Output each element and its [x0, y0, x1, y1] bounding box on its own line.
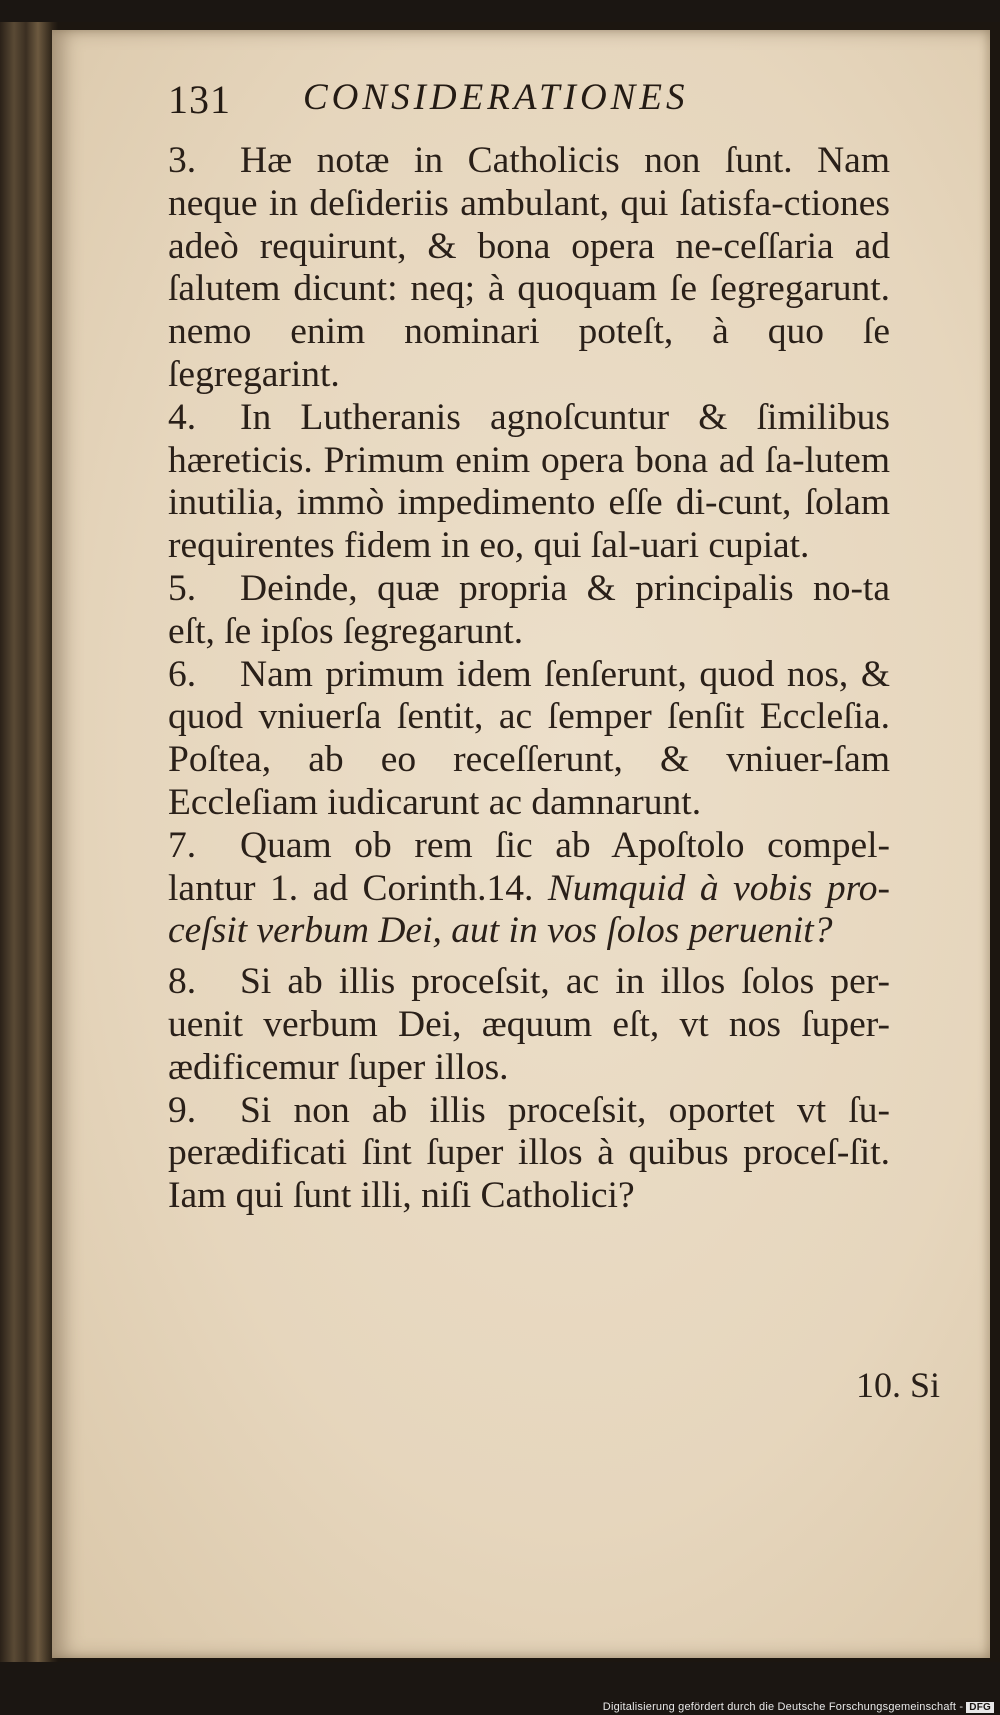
paragraph-6	[168, 654, 890, 825]
paragraph-5	[168, 568, 890, 654]
dfg-logo: DFG	[966, 1702, 994, 1713]
paragraph-number: 3.	[168, 140, 197, 181]
paragraph-3	[168, 140, 890, 397]
paragraph-9	[168, 1090, 890, 1218]
digitization-credit	[603, 1701, 994, 1713]
paragraph-text: Deinde, quæ propria & principalis no-ta eſt, ſe ipſos ſegregarunt.	[168, 567, 890, 652]
paragraph-text: Si non ab illis proceſsit, oportet vt ſu-perædificati ſint ſuper illos à quibus proceſ-ſit. Iam qui ſunt illi, niſi Catholici?	[168, 1089, 890, 1217]
paragraph-4	[168, 397, 890, 568]
paragraph-number: 7.	[168, 824, 197, 866]
catchword: 10. Si	[856, 1365, 941, 1405]
paragraph-number: 5.	[168, 567, 197, 609]
page-number: 131	[168, 77, 231, 122]
paragraph-text: Quam ob rem ſic ab Apoſtolo compel-lantur 1. ad Corinth.14.	[168, 824, 890, 909]
paragraph-7	[168, 825, 890, 953]
scripture-quotation: Numquid à vobis pro-ceſsit verbum Dei, aut in vos ſolos peruenit?	[168, 867, 891, 952]
paragraph-number: 4.	[168, 396, 197, 438]
page-header	[168, 72, 888, 132]
paragraph-number: 6.	[168, 653, 197, 695]
credit-text: Digitalisierung gefördert durch die Deutsche Forschungsgemeinschaft -	[602, 1701, 964, 1713]
paragraph-text: Nam primum idem ſenſerunt, quod nos, & quod vniuerſa ſentit, ac ſemper ſenſit Eccleſia. Poſtea, ab eo receſſerunt, & vniuer-ſam Eccleſiam iudicarunt ac damnarunt.	[168, 653, 890, 823]
body-text	[168, 140, 890, 1218]
running-title: CONSIDERATIONES	[303, 77, 689, 118]
paragraph-number: 9.	[168, 1089, 197, 1131]
paragraph-text: Hæ notæ in Catholicis non ſunt. Nam neque in deſideriis ambulant, qui ſatisfa-ctiones adeò requirunt, & bona opera ne-ceſſaria ad ſalutem dicunt: neq; à quoquam ſe ſegregarunt. nemo enim nominari poteſt, à quo ſe ſegregarint.	[168, 140, 890, 395]
paragraph-text: In Lutheranis agnoſcuntur & ſimilibus hæreticis. Primum enim opera bona ad ſa-lutem inutilia, immò impedimento eſſe di-cunt, ſolam requirentes fidem in eo, qui ſal-uari cupiat.	[168, 396, 890, 567]
paragraph-8	[168, 961, 890, 1089]
paragraph-text: Si ab illis proceſsit, ac in illos ſolos per-uenit verbum Dei, æquum eſt, vt nos ſuper-ædificemur ſuper illos.	[168, 961, 890, 1088]
paragraph-number: 8.	[168, 961, 197, 1003]
